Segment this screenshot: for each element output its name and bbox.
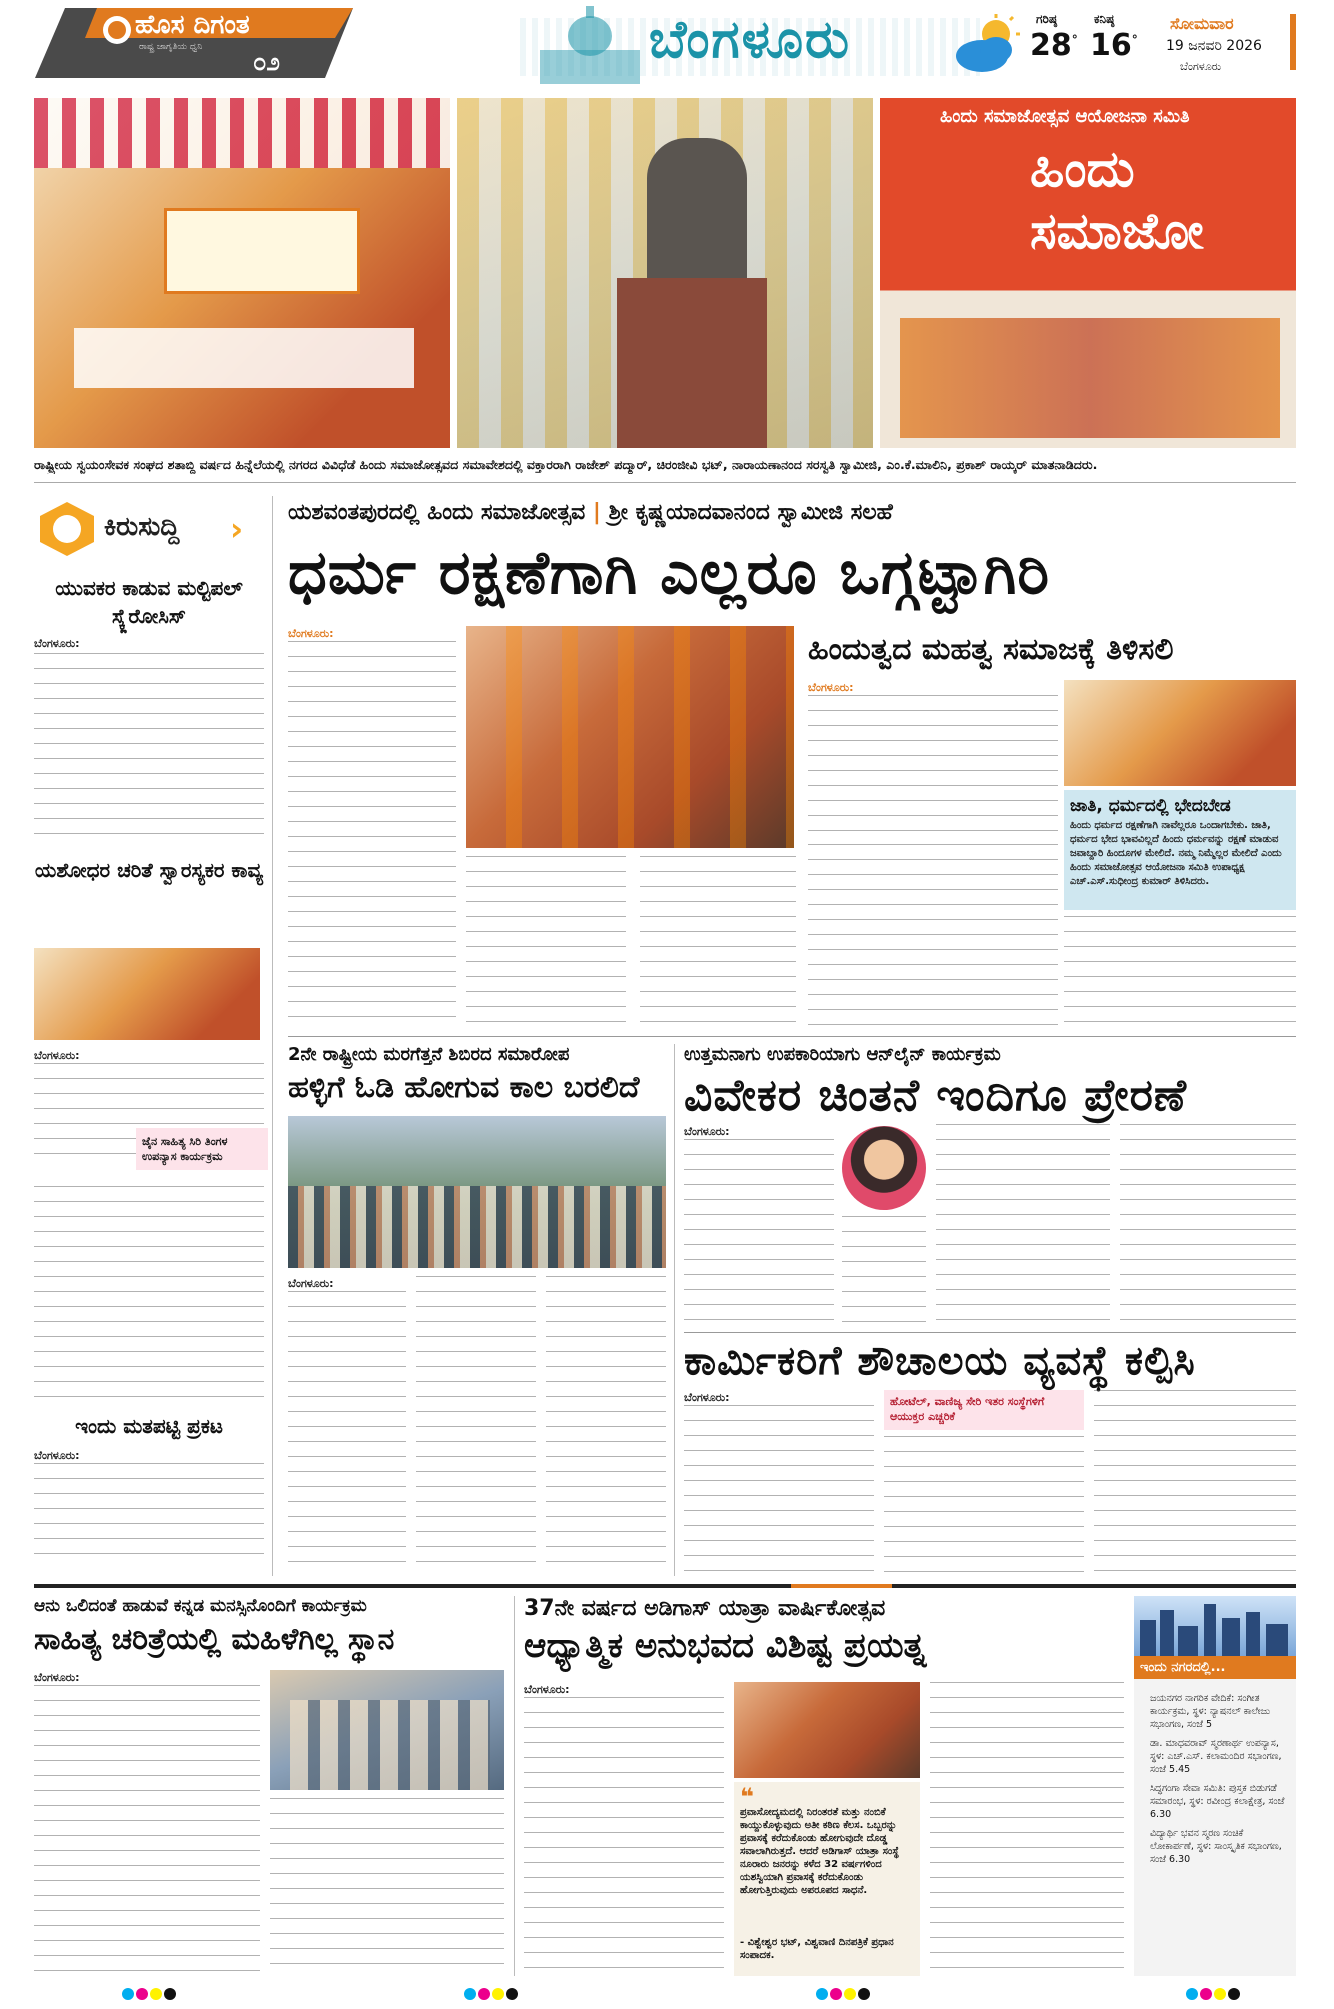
lead-col-3	[640, 856, 796, 1028]
lead-photo	[466, 626, 794, 848]
sub-col-2	[808, 844, 1058, 1026]
story3-col-1: ಬೆಂಗಳೂರು:	[684, 1124, 834, 1324]
side-strip	[1290, 14, 1296, 70]
story5-divider	[514, 1596, 515, 1976]
bottom-rule	[34, 1584, 1296, 1588]
sub-box	[1064, 790, 1296, 910]
photo-banner-text: ಹಿಂದು ಸಮಾಜೋತ್ಸವ ಆಯೋಜನಾ ಸಮಿತಿ	[940, 106, 1190, 127]
s3-title: ಇಂದು ಮತಪಟ್ಟಿ ಪ್ರಕಟ	[75, 1414, 223, 1438]
s1-title: ಯುವಕರ ಕಾಡುವ ಮಲ್ಟಿಪಲ್ ಸ್ಕ್ಲೆರೋಸಿಸ್	[55, 576, 243, 628]
story4-box	[884, 1390, 1084, 1430]
logo-block	[35, 8, 353, 78]
event-item: ವಿದ್ಯಾರ್ಥಿ ಭವನ ಸ್ಮರಣ ಸಂಚಿಕೆ ಲೋಕಾರ್ಪಣೆ, ಸ್ಥಳ: ಸಾಂಸ್ಕೃತಿಕ ಸಭಾಂಗಣ, ಸಂಜೆ 6.30	[1150, 1828, 1282, 1865]
s1-body: ಬೆಂಗಳೂರು:	[34, 636, 264, 846]
top-photo-2	[457, 98, 873, 448]
story2-photo	[288, 1116, 666, 1268]
location: ಬೆಂಗಳೂರು	[1180, 60, 1222, 73]
story4-col-2	[884, 1436, 1084, 1576]
print-marks	[0, 1984, 1334, 2004]
story3-avatar	[842, 1126, 926, 1210]
lead-headline: ಧರ್ಮ ರಕ್ಷಣೆಗಾಗಿ ಎಲ್ಲರೂ ಒಗ್ಗಟ್ಟಾಗಿರಿ	[288, 538, 1051, 608]
s2-body: ಬೆಂಗಳೂರು:	[34, 1048, 264, 1168]
brand-tagline: ರಾಷ್ಟ್ರ ಜಾಗೃತಿಯ ಧ್ವನಿ	[139, 42, 203, 52]
event-item: ಜಯನಗರ ನಾಗರಿಕ ವೇದಿಕೆ: ಸಂಗೀತ ಕಾರ್ಯಕ್ರಮ, ಸ್ಥಳ: ನ್ಯಾಷನಲ್ ಕಾಲೇಜು ಸಭಾಂಗಣ, ಸಂಜೆ 5	[1150, 1693, 1271, 1730]
city-title: ಬೆಂಗಳೂರು	[648, 10, 852, 70]
sub-col-3	[1064, 916, 1296, 1026]
story3-col-4	[1120, 1124, 1296, 1324]
story4-col-3	[1094, 1390, 1296, 1576]
top-photo-3	[880, 98, 1296, 448]
events-list	[1140, 1692, 1290, 1872]
story3-col-2	[842, 1216, 926, 1324]
story3-col-3	[936, 1124, 1110, 1324]
story6-quote: ಪ್ರವಾಸೋದ್ಯಮದಲ್ಲಿ ನಿರಂತರತೆ ಮತ್ತು ನಂಬಿಕೆ ಕಾಯ್ದುಕೊಳ್ಳುವುದು ಅತೀ ಕಠಿಣ ಕೆಲಸ. ಒಬ್ಬರನ್ನು ಪ್ರವಾಸಕ್ಕೆ ಕರೆದುಕೊಂಡು ಹೋಗುವುದೇ ದೊಡ್ಡ ಸವಾಲಾಗಿರುತ್ತದೆ. ಆದರೆ ಅಡಿಗಾಸ್ ಯಾತ್ರಾ ಸಂಸ್ಥೆ ನೂರಾರು ಜನರನ್ನು ಕಳೆದ 32 ವರ್ಷಗಳಿಂದ ಯಶಸ್ವಿಯಾಗಿ ಪ್ರವಾಸಕ್ಕೆ ಕರೆದುಕೊಂಡು ಹೋಗುತ್ತಿರುವುದು ಅಪರೂಪದ ಸಾಧನೆ.	[740, 1807, 900, 1896]
sidebar-brand: ಕಿರುಸುದ್ದಿ	[104, 512, 180, 542]
weather-icon	[952, 12, 1024, 78]
kirusuddi-badge	[40, 502, 94, 556]
sub-box-title: ಜಾತಿ, ಧರ್ಮದಲ್ಲಿ ಭೇದಬೇಡ	[1070, 796, 1231, 816]
min-temp: 16°	[1090, 28, 1138, 63]
story6-col-2	[930, 1682, 1124, 1976]
story6-quote-by: - ವಿಶ್ವೇಶ್ವರ ಭಟ್, ವಿಶ್ವವಾಣಿ ದಿನಪತ್ರಿಕೆ ಪ್ರಧಾನ ಸಂಪಾದಕ.	[740, 1937, 894, 1961]
story4-col-1: ಬೆಂಗಳೂರು:	[684, 1390, 874, 1576]
story4-box-text: ಹೋಟೆಲ್, ವಾಣಿಜ್ಯ ಸೇರಿ ಇತರ ಸಂಸ್ಥೆಗಳಿಗೆ ಆಯುಕ್ತರ ಎಚ್ಚರಿಕೆ	[890, 1395, 1045, 1423]
sidebar	[34, 496, 264, 1576]
story2-col-3	[546, 1276, 666, 1576]
story5-col-2	[34, 1790, 260, 1976]
events-title: ಇಂದು ನಗರದಲ್ಲಿ...	[1134, 1656, 1296, 1679]
story5-col-3	[270, 1798, 504, 1976]
story6-headline: ಆಧ್ಯಾತ್ಮಿಕ ಅನುಭವದ ವಿಶಿಷ್ಟ ಪ್ರಯತ್ನ	[524, 1626, 927, 1666]
top-photo-1	[34, 98, 450, 448]
story2-col-2	[416, 1276, 536, 1576]
photo-banner-big: ಹಿಂದು ಸಮಾಜೋ	[1030, 140, 1204, 260]
lead-bottom-rule	[288, 1036, 1296, 1037]
story2-col-1: ಬೆಂಗಳೂರು:	[288, 1276, 406, 1576]
lead-col-1: ಬೆಂಗಳೂರು:	[288, 626, 456, 1026]
story5-col-1: ಬೆಂಗಳೂರು:	[34, 1670, 260, 1780]
s2-box: ಜೈನ ಸಾಹಿತ್ಯ ಸಿರಿ ತಿಂಗಳ ಉಪನ್ಯಾಸ ಕಾರ್ಯಕ್ರಮ	[136, 1128, 268, 1170]
min-temp-label: ಕನಿಷ್ಠ	[1094, 12, 1115, 26]
story6-quote-box	[734, 1782, 920, 1976]
event-item: ಡಾ. ಮಾಧವರಾವ್ ಸ್ಮರಣಾರ್ಥ ಉಪನ್ಯಾಸ, ಸ್ಥಳ: ಎಚ್.ಎಸ್. ಕಲಾಮಂದಿರ ಸಭಾಂಗಣ, ಸಂಜೆ 5.45	[1150, 1738, 1282, 1775]
story3-rule	[684, 1332, 1296, 1333]
sub-photo	[1064, 680, 1296, 786]
top-rule	[34, 482, 1296, 483]
s2-body-more	[34, 1186, 264, 1406]
lead-sub-headline: ಹಿಂದುತ್ವದ ಮಹತ್ವ ಸಮಾಜಕ್ಕೆ ತಿಳಿಸಲಿ	[808, 632, 1174, 667]
max-temp-label: ಗರಿಷ್ಠ	[1036, 12, 1057, 26]
story6-photo	[734, 1682, 920, 1778]
max-temp: 28°	[1030, 28, 1078, 63]
s2-title: ಯಶೋಧರ ಚರಿತೆ ಸ್ವಾರಸ್ಯಕರ ಕಾವ್ಯ	[34, 858, 264, 882]
story2-headline: ಹಳ್ಳಿಗೆ ಓಡಿ ಹೋಗುವ ಕಾಲ ಬರಲಿದೆ	[288, 1070, 640, 1105]
brand-name: ಹೊಸ ದಿಗಂತ	[135, 10, 250, 40]
story5-headline: ಸಾಹಿತ್ಯ ಚರಿತ್ರೆಯಲ್ಲಿ ಮಹಿಳೆಗಿಲ್ಲ ಸ್ಥಾನ	[34, 1622, 395, 1657]
story6-kicker: 37ನೇ ವರ್ಷದ ಅಡಿಗಾಸ್ ಯಾತ್ರಾ ವಾರ್ಷಿಕೋತ್ಸವ	[524, 1596, 886, 1621]
s2-photo	[34, 948, 260, 1040]
story5-kicker: ಆನು ಒಲಿದಂತೆ ಹಾಡುವೆ ಕನ್ನಡ ಮನಸ್ಸಿನೊಂದಿಗೆ ಕಾರ್ಯಕ್ರಮ	[34, 1596, 367, 1616]
event-item: ಸಿದ್ಧಗಂಗಾ ಸೇವಾ ಸಮಿತಿ: ಪುಸ್ತಕ ಬಿಡುಗಡೆ ಸಮಾರಂಭ, ಸ್ಥಳ: ರವೀಂದ್ರ ಕಲಾಕ್ಷೇತ್ರ, ಸಂಜೆ 6.30	[1150, 1783, 1285, 1820]
date: 19 ಜನವರಿ 2026	[1166, 38, 1262, 54]
story2-divider	[674, 1044, 675, 1576]
story3-kicker: ಉತ್ತಮನಾಗು ಉಪಕಾರಿಯಾಗು ಆನ್‌ಲೈನ್ ಕಾರ್ಯಕ್ರಮ	[684, 1044, 1001, 1065]
story6-col-1: ಬೆಂಗಳೂರು:	[524, 1682, 724, 1976]
sub-col-1: ಬೆಂಗಳೂರು:	[808, 680, 1058, 840]
lead-col-2	[466, 856, 626, 1028]
sub-box-body: ಹಿಂದು ಧರ್ಮದ ರಕ್ಷಣೆಗಾಗಿ ನಾವೆಲ್ಲರೂ ಒಂದಾಗಬೇಕು. ಜಾತಿ, ಧರ್ಮದ ಭೇದ ಭಾವವಿಲ್ಲದೆ ಹಿಂದು ಧರ್ಮವನ್ನು ರಕ್ಷಣೆ ಮಾಡುವ ಜವಾಬ್ದಾರಿ ಹಿಂದೂಗಳ ಮೇಲಿದೆ. ನಮ್ಮ ನಿಮ್ಮೆಲ್ಲರ ಮೇಲಿದೆ ಎಂದು ಹಿಂದು ಸಮಾಜೋತ್ಸವ ಆಯೋಜನಾ ಸಮಿತಿ ಉಪಾಧ್ಯಕ್ಷ ಎಚ್.ಎಸ್.ಸುಧೀಂದ್ರ ಕುಮಾರ್ ತಿಳಿಸಿದರು.	[1070, 820, 1282, 887]
sidebar-chevrons: ›	[230, 510, 244, 548]
top-caption: ರಾಷ್ಟ್ರೀಯ ಸ್ವಯಂಸೇವಕ ಸಂಘದ ಶತಾಬ್ದಿ ವರ್ಷದ ಹಿನ್ನೆಲೆಯಲ್ಲಿ ನಗರದ ವಿವಿಧೆಡೆ ಹಿಂದು ಸಮಾಜೋತ್ಸವದ ಸಮಾವೇಶದಲ್ಲಿ ವಕ್ತಾರರಾಗಿ ರಾಜೇಶ್ ಪದ್ಮಾರ್, ಚಿರಂಜೀವಿ ಭಟ್, ನಾರಾಯಣಾನಂದ ಸರಸ್ವತಿ ಸ್ವಾಮೀಜಿ, ಎಂ.ಕೆ.ಮಾಲಿನಿ, ಪ್ರಕಾಶ್ ರಾಯ್ಕರ್ ಮಾತನಾಡಿದರು.	[34, 457, 1098, 472]
s3-body: ಬೆಂಗಳೂರು:	[34, 1448, 264, 1568]
events-panel	[1134, 1596, 1296, 1976]
page-number: ೦೨	[253, 48, 280, 76]
events-skyline	[1134, 1596, 1296, 1656]
story5-photo	[270, 1670, 504, 1790]
day: ಸೋಮವಾರ	[1170, 14, 1234, 33]
story4-headline: ಕಾರ್ಮಿಕರಿಗೆ ಶೌಚಾಲಯ ವ್ಯವಸ್ಥೆ ಕಲ್ಪಿಸಿ	[684, 1338, 1196, 1384]
story2-kicker: 2ನೇ ರಾಷ್ಟ್ರೀಯ ಮರಗೆತ್ತನೆ ಶಿಬಿರದ ಸಮಾರೋಪ	[288, 1044, 570, 1065]
quote-icon: ❝	[740, 1783, 755, 1811]
lead-kicker: ಯಶವಂತಪುರದಲ್ಲಿ ಹಿಂದು ಸಮಾಜೋತ್ಸವ | ಶ್ರೀ ಕೃಷ್ಣಯಾದವಾನಂದ ಸ್ವಾಮೀಜಿ ಸಲಹೆ	[288, 500, 893, 525]
masthead	[0, 0, 1334, 92]
sidebar-divider	[272, 496, 273, 1576]
story3-headline: ವಿವೇಕರ ಚಿಂತನೆ ಇಂದಿಗೂ ಪ್ರೇರಣೆ	[684, 1070, 1187, 1121]
